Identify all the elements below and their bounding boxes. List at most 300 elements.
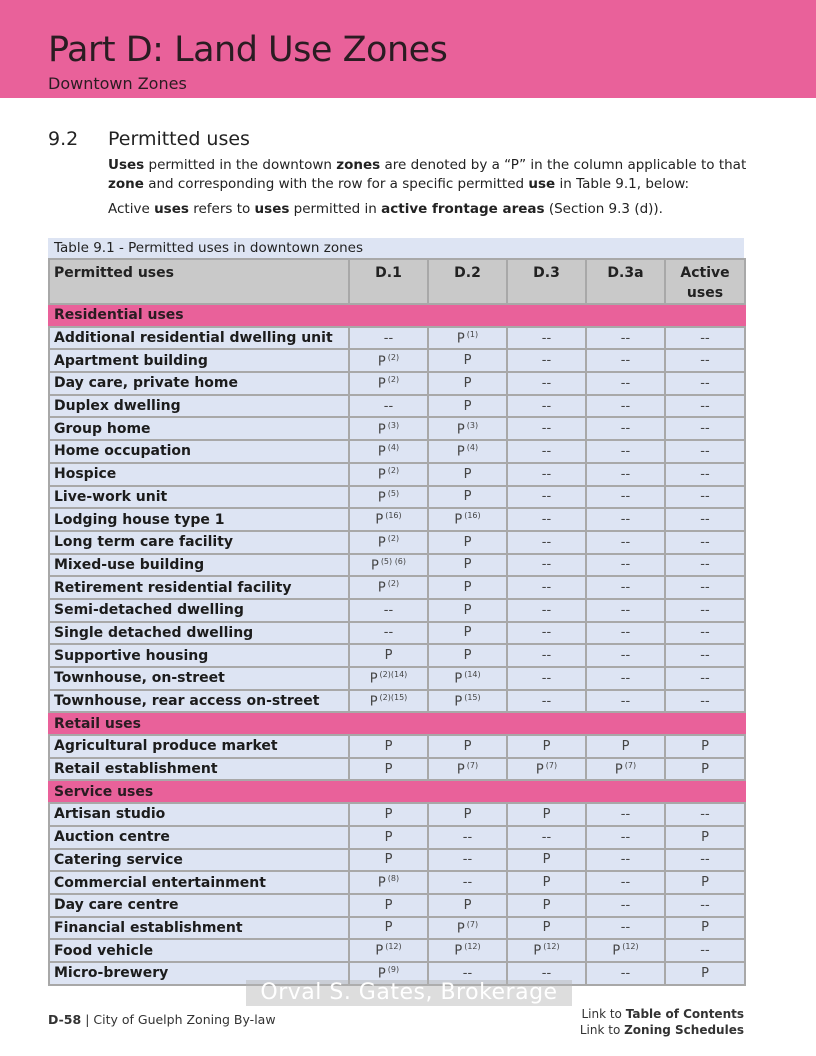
use-name: Auction centre [49,826,349,849]
permission-mark: -- [700,897,710,913]
table-row [49,644,745,667]
zone-cell [586,871,665,894]
zone-cell [586,735,665,758]
permission-mark: P [384,761,393,777]
permission-mark: P [377,376,386,392]
permission-mark: P [463,557,472,573]
permission-mark: P [370,558,379,574]
zone-cell [665,644,745,667]
permission-mark: -- [541,375,552,391]
section-number: 9.2 [48,128,79,150]
footer-separator: | [85,1012,90,1027]
paragraph-segment: refers to [188,201,255,217]
permission-mark: P [463,580,472,596]
permission-mark: -- [541,512,552,528]
zone-cell [507,554,586,577]
zone-cell [665,372,745,395]
zone-cell [665,395,745,418]
footer-links [580,1006,744,1038]
permission-mark: P [533,943,542,959]
permission-mark: P [542,806,551,822]
permission-mark: -- [541,557,552,573]
category-row [49,780,745,803]
use-name: Artisan studio [49,803,349,826]
use-name: Catering service [49,849,349,872]
use-name: Home occupation [49,440,349,463]
footnote-ref: (8) [387,874,400,884]
permission-mark: -- [620,421,631,437]
zone-cell [507,508,586,531]
zone-cell [586,417,665,440]
zone-cell [428,826,507,849]
zone-cell [665,622,745,645]
zone-cell [349,917,428,940]
permission-mark: -- [700,602,710,618]
permission-mark: -- [700,534,710,550]
use-name: Semi-detached dwelling [49,599,349,622]
footnote-ref: (2) [387,579,400,589]
use-name: Micro-brewery [49,962,349,985]
zone-cell [428,554,507,577]
permission-mark: -- [383,625,394,641]
zone-cell [586,622,665,645]
column-header: D.1 [349,259,428,304]
permission-mark: P [542,920,551,936]
zone-cell [665,917,745,940]
use-name: Food vehicle [49,939,349,962]
table-row [49,690,745,713]
permission-mark: P [463,625,472,641]
zone-cell [507,917,586,940]
zone-cell [349,758,428,781]
zone-cell [586,917,665,940]
footnote-ref: (5) [387,488,400,498]
permission-mark: P [463,375,472,391]
table-row [49,327,745,350]
permission-mark: -- [620,602,631,618]
table-caption: Table 9.1 - Permitted uses in downtown zones [48,238,744,258]
permission-mark: -- [541,353,552,369]
table-row [49,508,745,531]
zone-cell [428,735,507,758]
use-name: Mixed-use building [49,554,349,577]
paragraph-segment: (Section 9.3 (d)). [544,201,663,217]
permission-mark: -- [541,489,552,505]
table-row [49,486,745,509]
permission-mark: P [384,648,393,664]
permission-mark: P [456,921,465,937]
permission-mark: P [384,920,393,936]
zone-cell [349,803,428,826]
zone-cell [665,417,745,440]
page-header [0,0,816,98]
paragraph-segment: uses [254,201,290,217]
permission-mark: P [701,761,709,777]
zone-cell [428,622,507,645]
permission-mark: -- [620,829,631,845]
permission-mark: -- [462,829,473,845]
table-row [49,871,745,894]
zone-cell [428,644,507,667]
footnote-ref: (14) [464,670,481,680]
zone-cell [665,508,745,531]
use-name: Live-work unit [49,486,349,509]
zone-cell [428,690,507,713]
zone-cell [507,576,586,599]
zone-cell [665,327,745,350]
zone-cell [349,554,428,577]
footnote-ref: (2)(15) [379,692,408,702]
table-row [49,349,745,372]
active-uses-paragraph [108,200,748,219]
zone-cell [507,939,586,962]
zone-cell [428,871,507,894]
table-row [49,554,745,577]
permission-mark: P [375,943,384,959]
footnote-ref: (7) [466,919,479,929]
use-name: Long term care facility [49,531,349,554]
permission-mark: P [377,580,386,596]
zone-cell [586,849,665,872]
zone-cell [586,486,665,509]
zone-cell [665,576,745,599]
footnote-ref: (2) [387,465,400,475]
use-name: Day care, private home [49,372,349,395]
category-label: Retail uses [49,712,745,735]
watermark: Orval S. Gates, Brokerage [246,980,572,1006]
zone-cell [507,803,586,826]
zone-cell [349,939,428,962]
zone-cell [586,531,665,554]
permission-mark: P [377,875,386,891]
zone-cell [428,917,507,940]
table-row [49,849,745,872]
permission-mark: -- [620,965,631,981]
zone-cell [586,440,665,463]
paragraph-segment: uses [154,201,189,217]
column-header: D.3 [507,259,586,304]
permission-mark: -- [620,375,631,391]
zone-cell [507,667,586,690]
permission-mark: P [377,535,386,551]
zone-cell [586,372,665,395]
zone-cell [507,327,586,350]
permission-mark: P [377,966,386,982]
column-header: D.3a [586,259,665,304]
zone-cell [428,395,507,418]
zone-cell [665,463,745,486]
link-zoning-schedules[interactable]: Link to Zoning Schedules [579,1023,744,1037]
zone-cell [428,327,507,350]
table-row [49,622,745,645]
category-label: Residential uses [49,304,745,327]
zone-cell [507,417,586,440]
category-row [49,304,745,327]
permission-mark: -- [541,965,552,981]
permission-mark: -- [700,489,710,505]
zone-cell [428,667,507,690]
permission-mark: P [384,806,393,822]
use-name: Agricultural produce market [49,735,349,758]
permission-mark: P [454,512,463,528]
zone-cell [665,667,745,690]
permission-mark: -- [620,920,631,936]
table-row [49,917,745,940]
zone-cell [349,417,428,440]
zone-cell [349,735,428,758]
table-row [49,599,745,622]
permission-mark: -- [700,443,710,459]
table-row [49,667,745,690]
zone-cell [665,531,745,554]
use-name: Additional residential dwelling unit [49,327,349,350]
permission-mark: P [701,920,709,936]
permission-mark: -- [620,897,631,913]
zone-cell [507,894,586,917]
permission-mark: -- [620,580,631,596]
permission-mark: P [542,875,551,891]
permission-mark: P [377,444,386,460]
zone-cell [428,531,507,554]
page-subtitle: Downtown Zones [48,74,187,93]
permission-mark: -- [541,625,552,641]
permission-mark: -- [620,557,631,573]
permission-mark: P [384,852,393,868]
zone-cell [586,576,665,599]
permission-mark: -- [541,466,552,482]
footnote-ref: (7) [466,760,479,770]
table-row [49,735,745,758]
zone-cell [586,667,665,690]
footnote-ref: (12) [464,942,481,952]
table-row [49,417,745,440]
permission-mark: -- [383,602,394,618]
zone-cell [586,463,665,486]
zone-cell [507,463,586,486]
paragraph-segment: Uses [108,157,145,173]
zone-cell [507,849,586,872]
zone-cell [665,849,745,872]
permission-mark: P [454,694,463,710]
zone-cell [349,644,428,667]
permission-mark: -- [700,330,710,346]
paragraph-segment: permitted in [289,201,382,217]
footnote-ref: (16) [464,511,481,521]
use-name: Retirement residential facility [49,576,349,599]
zone-cell [507,349,586,372]
paragraph-segment: permitted in the downtown [144,157,337,173]
permission-mark: P [377,353,386,369]
permission-mark: -- [383,398,394,414]
permission-mark: -- [700,943,710,959]
zone-cell [428,486,507,509]
permission-mark: P [377,467,386,483]
use-name: Hospice [49,463,349,486]
permission-mark: P [454,943,463,959]
permission-mark: -- [620,512,631,528]
permission-mark: P [701,738,709,754]
permission-mark: P [463,353,472,369]
permission-mark: P [454,671,463,687]
use-name: Supportive housing [49,644,349,667]
zone-cell [665,486,745,509]
permission-mark: -- [541,443,552,459]
permission-mark: -- [700,421,710,437]
table-body [49,304,745,985]
zone-cell [665,554,745,577]
footnote-ref: (16) [385,511,402,521]
use-name: Single detached dwelling [49,622,349,645]
zone-cell [428,508,507,531]
permission-mark: -- [620,443,631,459]
permission-mark: P [614,762,623,778]
use-name: Day care centre [49,894,349,917]
zone-cell [586,894,665,917]
zone-cell [507,735,586,758]
table-row [49,894,745,917]
permission-mark: -- [700,580,710,596]
zone-cell [507,395,586,418]
zone-cell [349,690,428,713]
zone-cell [586,644,665,667]
zone-cell [349,486,428,509]
zone-cell [665,349,745,372]
zone-cell [349,622,428,645]
zone-cell [507,486,586,509]
permission-mark: -- [541,580,552,596]
zone-cell [586,599,665,622]
permission-mark: -- [700,557,710,573]
zone-cell [665,440,745,463]
section-title: Permitted uses [108,128,250,150]
zone-cell [586,349,665,372]
permission-mark: P [463,897,472,913]
zone-cell [507,599,586,622]
footnote-ref: (12) [543,942,560,952]
table-header-row [49,259,745,304]
table-row [49,576,745,599]
zone-cell [428,576,507,599]
permission-mark: -- [700,512,710,528]
permission-mark: -- [541,670,552,686]
column-header: Permitted uses [49,259,349,304]
zone-cell [507,644,586,667]
footnote-ref: (15) [464,692,481,702]
zone-cell [507,372,586,395]
zone-cell [349,826,428,849]
paragraph-segment: in Table 9.1, below: [555,176,690,192]
permission-mark: P [377,490,386,505]
permission-mark: P [463,489,472,505]
zone-cell [586,939,665,962]
permission-mark: P [456,331,465,347]
permission-mark: -- [620,670,631,686]
category-label: Service uses [49,780,745,803]
permission-mark: -- [383,330,394,346]
footnote-ref: (5) (6) [380,556,407,566]
permission-mark: P [369,694,378,710]
permission-mark: -- [620,353,631,369]
zone-cell [586,803,665,826]
permission-mark: -- [700,693,710,709]
category-row [49,712,745,735]
permission-mark: -- [462,852,473,868]
permission-mark: -- [462,965,473,981]
zone-cell [428,803,507,826]
permission-mark: -- [700,375,710,391]
permission-mark: -- [541,829,552,845]
permission-mark: P [463,602,472,618]
zone-cell [349,599,428,622]
zone-cell [665,758,745,781]
zone-cell [349,508,428,531]
permission-mark: -- [620,875,631,891]
zone-cell [586,758,665,781]
permission-mark: -- [700,852,710,868]
permission-mark: -- [620,625,631,641]
permission-mark: P [701,965,709,981]
zone-cell [349,463,428,486]
permission-mark: -- [620,398,631,414]
zone-cell [428,372,507,395]
paragraph-segment: are denoted by a “P” in the column applicable to that [380,157,747,173]
footnote-ref: (3) [387,420,400,430]
table-row [49,463,745,486]
permission-mark: P [542,852,551,868]
use-name: Lodging house type 1 [49,508,349,531]
zone-cell [428,849,507,872]
permission-mark: -- [620,466,631,482]
table-row [49,395,745,418]
zone-cell [586,962,665,985]
link-table-of-contents[interactable]: Link to Table of Contents [581,1007,744,1021]
permission-mark: -- [700,625,710,641]
page-number: D-58 [48,1012,82,1027]
zone-cell [507,690,586,713]
zone-cell [586,690,665,713]
permission-mark: P [369,671,378,687]
zone-cell [428,417,507,440]
permission-mark: P [463,534,472,550]
permission-mark: -- [541,398,552,414]
paragraph-segment: use [528,176,556,192]
permission-mark: P [456,421,465,437]
footnote-ref: (3) [466,420,479,430]
permission-mark: P [384,738,393,754]
zone-cell [586,508,665,531]
permission-mark: -- [700,353,710,369]
zone-cell [507,440,586,463]
zone-cell [349,327,428,350]
permission-mark: -- [541,330,552,346]
zone-cell [586,327,665,350]
zone-cell [428,349,507,372]
table-row [49,826,745,849]
table-row [49,803,745,826]
intro-paragraph [108,156,748,194]
zone-cell [428,939,507,962]
footnote-ref: (2) [387,534,400,544]
paragraph-segment: active frontage areas [381,201,545,217]
zone-cell [428,894,507,917]
zone-cell [349,372,428,395]
zone-cell [349,894,428,917]
zone-cell [586,554,665,577]
zone-cell [507,871,586,894]
footer-left [48,1012,276,1027]
zone-cell [428,463,507,486]
use-name: Group home [49,417,349,440]
